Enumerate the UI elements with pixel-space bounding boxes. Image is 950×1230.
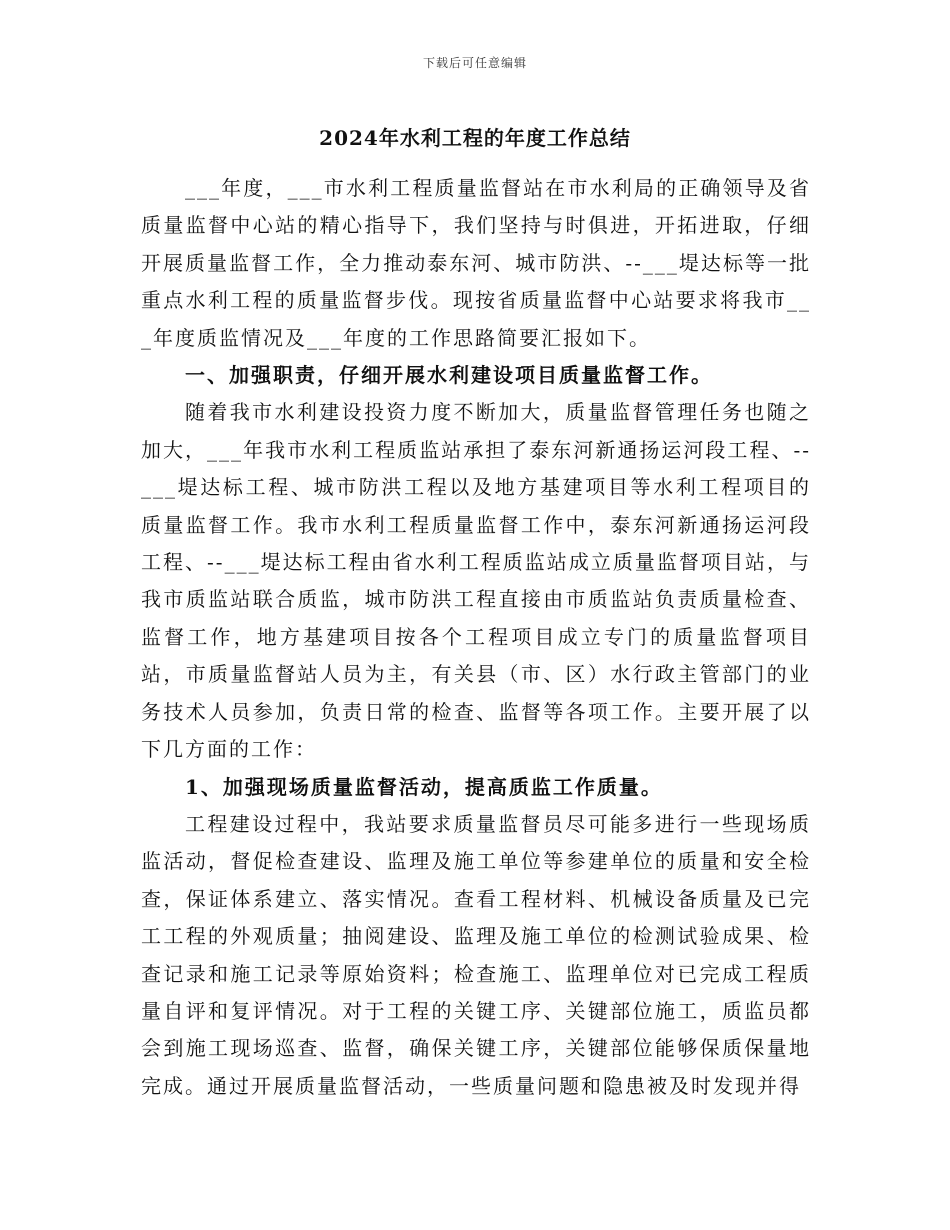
- document-body: [141, 170, 811, 1105]
- section-heading-1: 一、加强职责，仔细开展水利建设项目质量监督工作。: [185, 363, 713, 388]
- intro-paragraph: ___年度，___市水利工程质量监督站在市水利局的正确领导及省质量监督中心站的精心指导下，我们坚持与时俱进，开拓进取，仔细开展质量监督工作，全力推动泰东河、城市防洪、--___堤达标等一批重点水利工程的质量监督步伐。现按省质量监督中心站要求将我市___年度质监情况及___年度的工作思路简要汇报如下。: [141, 176, 811, 350]
- subsection-heading-1: 1、加强现场质量监督活动，提高质监工作质量。: [185, 774, 663, 799]
- section-1-paragraph: 随着我市水利建设投资力度不断加大，质量监督管理任务也随之加大，___年我市水利工程质监站承担了泰东河新通扬运河段工程、--___堤达标工程、城市防洪工程以及地方基建项目等水利工程项目的质量监督工作。我市水利工程质量监督工作中，泰东河新通扬运河段工程、--___堤达标工程由省水利工程质监站成立质量监督项目站，与我市质监站联合质监，城市防洪工程直接由市质监站负责质量检查、监督工作，地方基建项目按各个工程项目成立专门的质量监督项目站，市质量监督站人员为主，有关县（市、区）水行政主管部门的业务技术人员参加，负责日常的检查、监督等各项工作。主要开展了以下几方面的工作：: [141, 400, 811, 762]
- document-title: 2024年水利工程的年度工作总结: [319, 126, 631, 150]
- subsection-1-paragraph: 工程建设过程中，我站要求质量监督员尽可能多进行一些现场质监活动，督促检查建设、监理及施工单位等参建单位的质量和安全检查，保证体系建立、落实情况。查看工程材料、机械设备质量及已完工工程的外观质量；抽阅建设、监理及施工单位的检测试验成果、检查记录和施工记录等原始资料；检查施工、监理单位对已完成工程质量自评和复评情况。对于工程的关键工序、关键部位施工，质监员都会到施工现场巡查、监督，确保关键工序，关键部位能够保质保量地完成。通过开展质量监督活动，一些质量问题和隐患被及时发现并得: [141, 811, 811, 1098]
- page-header-note: 下载后可任意编辑: [422, 56, 527, 70]
